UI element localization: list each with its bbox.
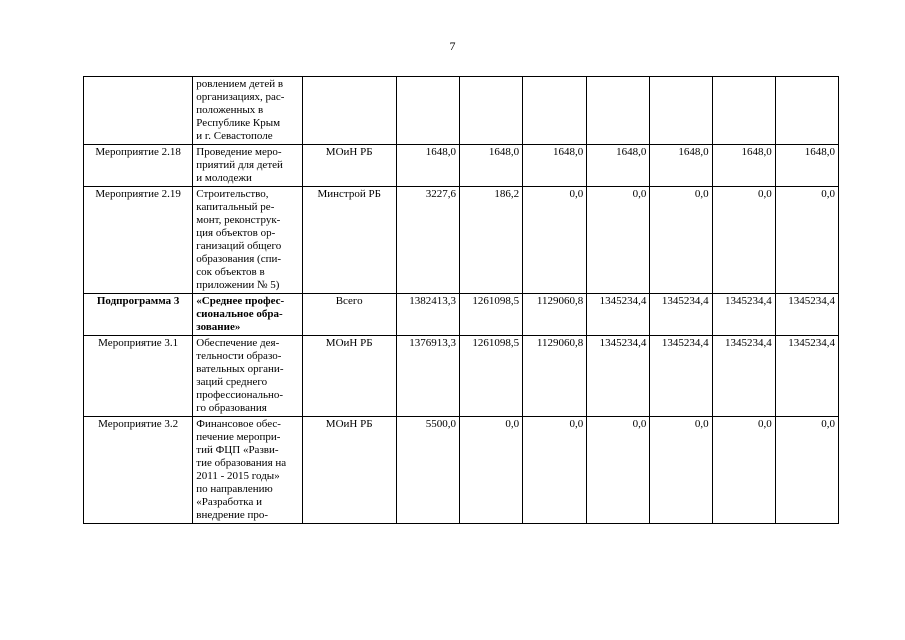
value-cell: 0,0 (523, 417, 587, 524)
value-cell: 0,0 (587, 417, 650, 524)
value-cell: 1261098,5 (459, 336, 522, 417)
row-description (193, 187, 302, 294)
value-cell: 0,0 (775, 417, 838, 524)
row-label: Мероприятие 2.19 (84, 187, 193, 294)
description-line: и молодежи (196, 172, 252, 184)
description-line: го образования (196, 402, 267, 414)
row-description (193, 77, 302, 145)
row-label: Мероприятие 3.2 (84, 417, 193, 524)
value-cell: 1129060,8 (523, 294, 587, 336)
description-line: тий ФЦП «Разви- (196, 444, 279, 456)
table-row (84, 145, 839, 187)
value-cell: 0,0 (650, 417, 712, 524)
description-line: приложении № 5) (196, 279, 280, 291)
value-cell (523, 77, 587, 145)
row-executor (302, 77, 396, 145)
value-cell: 0,0 (523, 187, 587, 294)
description-line: Республике Крым (196, 117, 281, 129)
value-cell: 1345234,4 (587, 336, 650, 417)
value-cell: 1345234,4 (650, 336, 712, 417)
row-label: Мероприятие 3.1 (84, 336, 193, 417)
row-executor: МОиН РБ (302, 145, 396, 187)
value-cell: 1382413,3 (396, 294, 459, 336)
description-line: зование» (196, 321, 241, 333)
description-line: внедрение про- (196, 509, 269, 521)
value-cell (396, 77, 459, 145)
description-line: тие образования на (196, 457, 287, 469)
value-cell: 1345234,4 (712, 336, 775, 417)
row-executor: МОиН РБ (302, 417, 396, 524)
description-line: сиональное обра- (196, 308, 283, 320)
description-line: Проведение меро- (196, 146, 282, 158)
value-cell: 0,0 (650, 187, 712, 294)
value-cell: 186,2 (459, 187, 522, 294)
value-cell: 0,0 (459, 417, 522, 524)
description-line: по направлению (196, 483, 273, 495)
value-cell (712, 77, 775, 145)
value-cell: 0,0 (587, 187, 650, 294)
description-line: и г. Севастополе (196, 130, 273, 142)
value-cell: 1648,0 (650, 145, 712, 187)
value-cell: 0,0 (712, 187, 775, 294)
description-line: тельности образо- (196, 350, 282, 362)
description-line: капитальный ре- (196, 201, 275, 213)
value-cell: 1345234,4 (775, 336, 838, 417)
description-line: ция объектов ор- (196, 227, 276, 239)
description-line: сок объектов в (196, 266, 265, 278)
value-cell: 1129060,8 (523, 336, 587, 417)
value-cell: 1648,0 (587, 145, 650, 187)
budget-table (83, 76, 839, 524)
row-executor: Всего (302, 294, 396, 336)
value-cell: 0,0 (712, 417, 775, 524)
value-cell (650, 77, 712, 145)
row-description (193, 336, 302, 417)
table-row (84, 336, 839, 417)
row-description (193, 417, 302, 524)
description-line: профессионально- (196, 389, 284, 401)
row-label: Мероприятие 2.18 (84, 145, 193, 187)
description-line: 2011 - 2015 годы» (196, 470, 280, 482)
description-line: «Среднее профес- (196, 295, 285, 307)
description-line: приятий для детей (196, 159, 283, 171)
table-row (84, 77, 839, 145)
value-cell: 0,0 (775, 187, 838, 294)
value-cell: 1648,0 (396, 145, 459, 187)
description-line: ровлением детей в (196, 78, 284, 90)
value-cell: 1345234,4 (650, 294, 712, 336)
row-label (84, 77, 193, 145)
value-cell: 1648,0 (459, 145, 522, 187)
description-line: Строительство, (196, 188, 269, 200)
value-cell (459, 77, 522, 145)
value-cell: 3227,6 (396, 187, 459, 294)
table-row (84, 294, 839, 336)
description-line: образования (спи- (196, 253, 282, 265)
page-number: 7 (449, 39, 456, 53)
description-line: организациях, рас- (196, 91, 285, 103)
row-label: Подпрограмма 3 (84, 294, 193, 336)
value-cell: 1261098,5 (459, 294, 522, 336)
description-line: вательных органи- (196, 363, 284, 375)
value-cell: 1648,0 (523, 145, 587, 187)
table-row (84, 187, 839, 294)
description-line: заций среднего (196, 376, 268, 388)
value-cell: 1345234,4 (587, 294, 650, 336)
description-line: положенных в (196, 104, 264, 116)
row-description (193, 145, 302, 187)
value-cell: 5500,0 (396, 417, 459, 524)
row-executor: МОиН РБ (302, 336, 396, 417)
description-line: ганизаций общего (196, 240, 282, 252)
value-cell: 1345234,4 (775, 294, 838, 336)
description-line: монт, реконструк- (196, 214, 281, 226)
value-cell (775, 77, 838, 145)
description-line: печение меропри- (196, 431, 281, 443)
value-cell: 1345234,4 (712, 294, 775, 336)
value-cell: 1648,0 (712, 145, 775, 187)
row-executor: Минстрой РБ (302, 187, 396, 294)
description-line: «Разработка и (196, 496, 262, 508)
value-cell: 1376913,3 (396, 336, 459, 417)
value-cell: 1648,0 (775, 145, 838, 187)
value-cell (587, 77, 650, 145)
row-description (193, 294, 302, 336)
description-line: Финансовое обес- (196, 418, 281, 430)
description-line: Обеспечение дея- (196, 337, 280, 349)
table-row (84, 417, 839, 524)
